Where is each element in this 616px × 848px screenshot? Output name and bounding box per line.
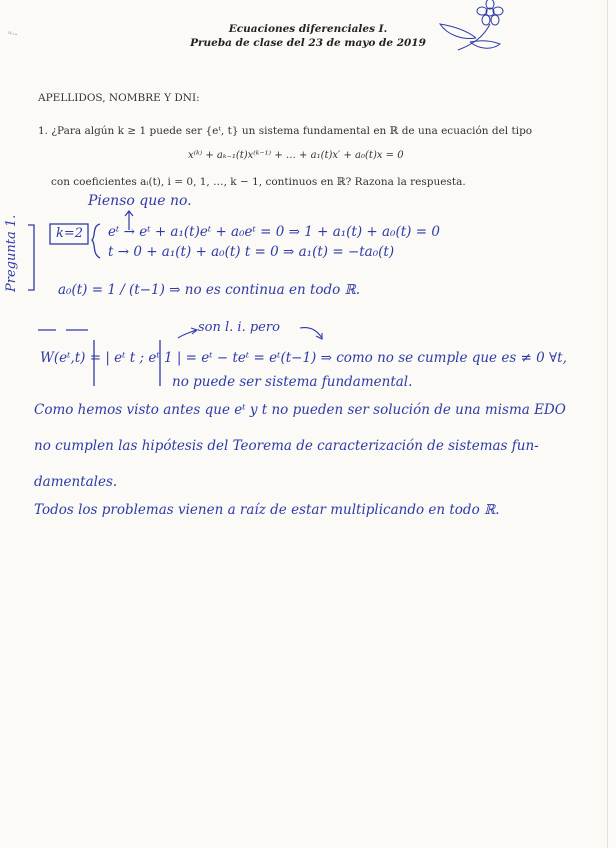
answer-line-1: Pienso que no.: [88, 193, 192, 209]
answer-line-9: no cumplen las hipótesis del Teorema de caracterización de sistemas fun-: [34, 438, 539, 454]
answer-line-8: Como hemos visto antes que eᵗ y t no pueden ser solución de una misma EDO: [34, 402, 566, 418]
exam-subtitle: Prueba de clase del 23 de mayo de 2019: [190, 37, 426, 49]
exam-title: Ecuaciones diferenciales I.: [228, 23, 388, 35]
answer-line-3: t → 0 + a₁(t) + a₀(t) t = 0 ⇒ a₁(t) = −ta₀(t): [108, 244, 395, 260]
system-brace: [92, 224, 100, 258]
side-label: Pregunta 1.: [4, 214, 19, 292]
answer-line-2: eᵗ → eᵗ + a₁(t)eᵗ + a₀eᵗ = 0 ⇒ 1 + a₁(t) + a₀(t) = 0: [108, 224, 440, 240]
margin-bracket: [28, 225, 34, 290]
name-label: APELLIDOS, NOMBRE Y DNI:: [38, 92, 200, 104]
answer-line-5: son l. i. pero: [198, 320, 280, 335]
answer-line-4: a₀(t) = 1 / (t−1) ⇒ no es continua en todo ℝ.: [58, 282, 361, 298]
question-line-1: 1. ¿Para algún k ≥ 1 puede ser {eᵗ, t} un sistema fundamental en ℝ de una ecuación del tipo: [38, 125, 533, 137]
answer-line-10: damentales.: [34, 474, 118, 490]
curved-arrow-icon: [300, 328, 322, 339]
answer-k-box: k=2: [56, 226, 84, 241]
question-line-2: con coeficientes aᵢ(t), i = 0, 1, …, k − 1, continuos en ℝ? Razona la respuesta.: [51, 176, 466, 188]
curved-arrow-icon: [178, 328, 197, 338]
answer-line-11: Todos los problemas vienen a raíz de estar multiplicando en todo ℝ.: [34, 502, 500, 518]
corner-mark: ᵘ·-: [8, 30, 18, 40]
question-equation: x⁽ᵏ⁾ + aₖ₋₁(t)x⁽ᵏ⁻¹⁾ + … + a₁(t)x′ + a₀(t)x = 0: [188, 150, 404, 161]
answer-line-7: no puede ser sistema fundamental.: [172, 374, 413, 390]
answer-line-6: W(eᵗ,t) = | eᵗ t ; eᵗ 1 | = eᵗ − teᵗ = eᵗ(t−1) ⇒ como no se cumple que es ≠ 0 ∀t,: [40, 350, 567, 366]
